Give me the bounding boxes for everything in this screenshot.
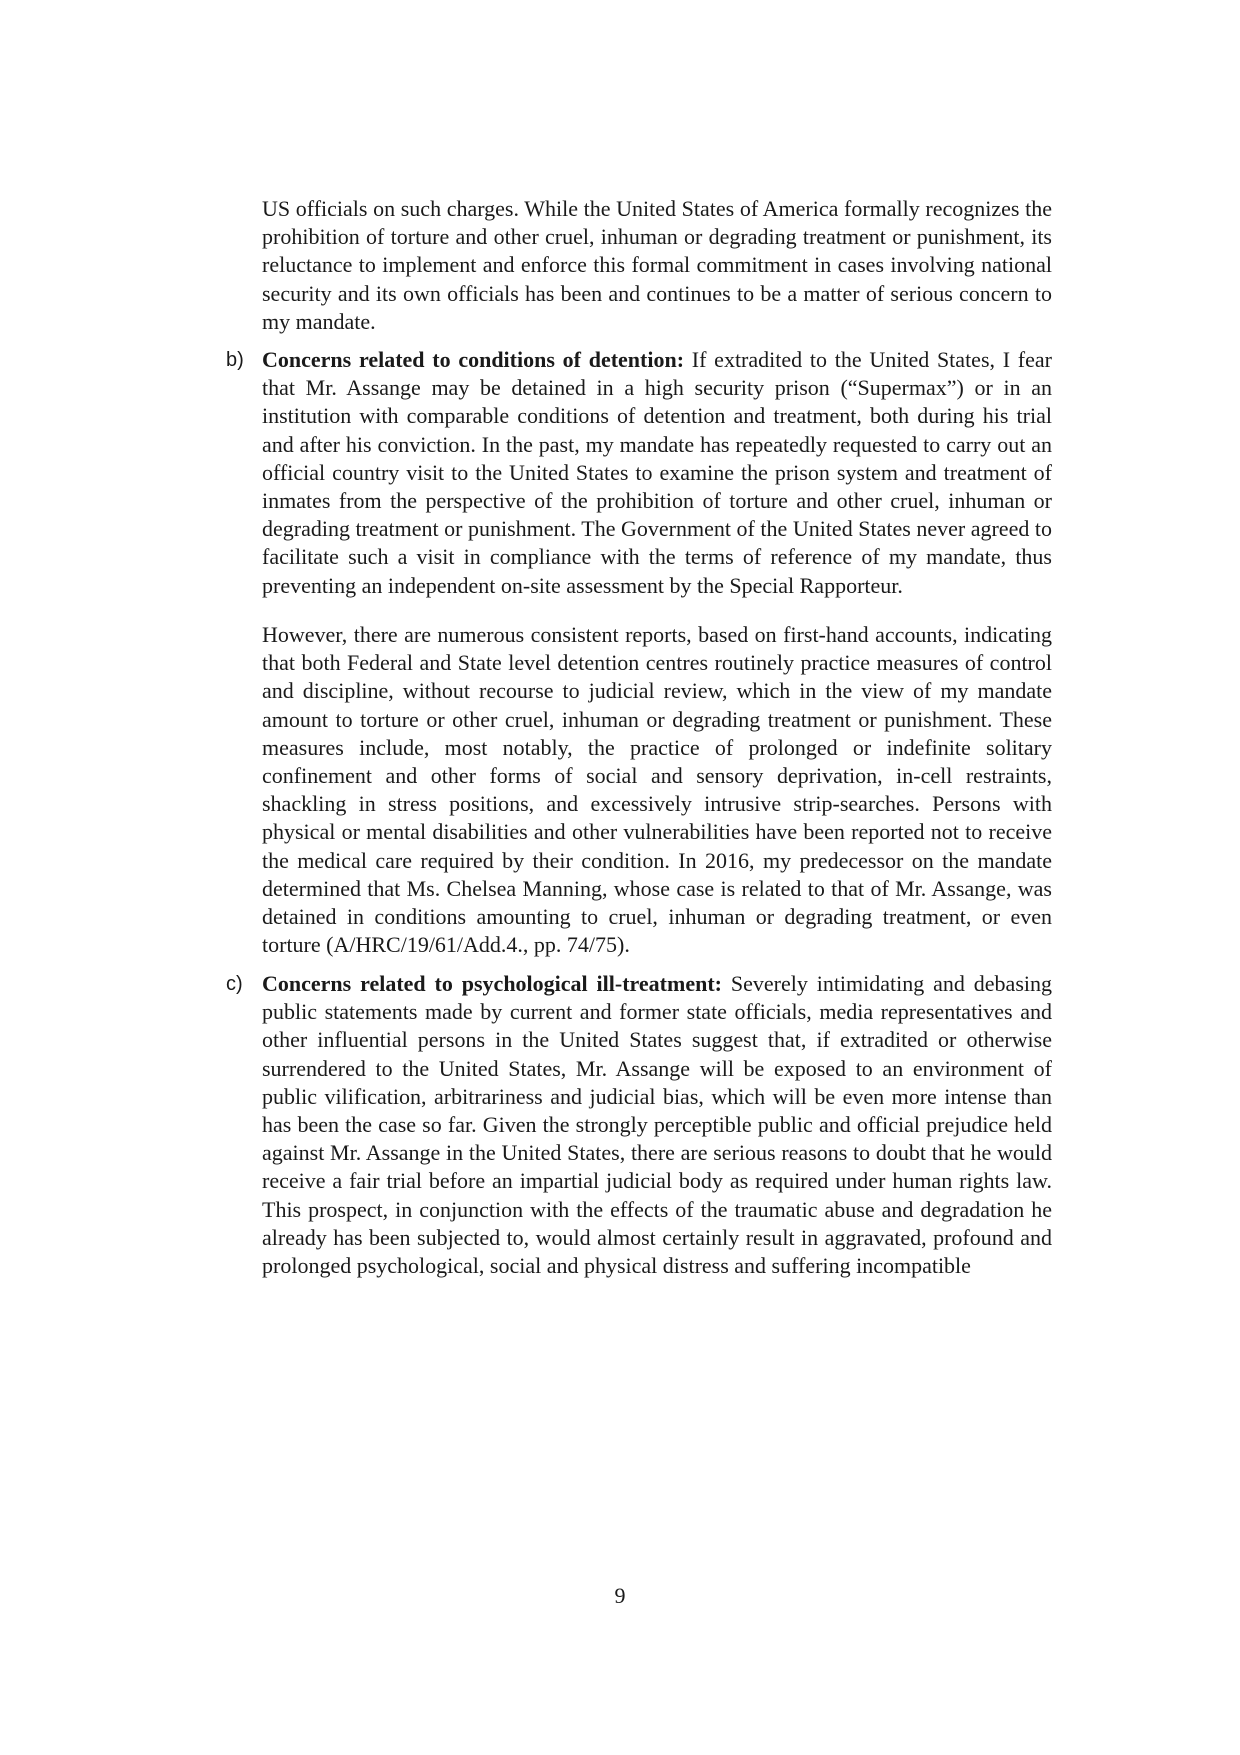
page-number: 9 (614, 1583, 626, 1608)
item-c-paragraph (262, 970, 1052, 1280)
item-b-heading: Concerns related to conditions of detention: (262, 347, 685, 372)
list-marker-c: c) (226, 973, 243, 995)
item-c-heading: Concerns related to psychological ill-treatment: (262, 971, 722, 996)
list-marker-b: b) (226, 349, 244, 371)
item-c-text: Severely intimidating and debasing public statements made by current and former state officials, media representatives and other influential persons in the United States suggest that, if extradited or otherwise surrendered to the United States, Mr. Assange will be exposed to an environment of public vilification, arbitrariness and judicial bias, which will be even more intense than has been the case so far. Given the strongly perceptible public and official prejudice held against Mr. Assange in the United States, there are serious reasons to doubt that he would receive a fair trial before an impartial judicial body as required under human rights law. This prospect, in conjunction with the effects of the traumatic abuse and degradation he already has been subjected to, would almost certainly result in aggravated, profound and prolonged psychological, social and physical distress and suffering incompatible (262, 971, 1052, 1279)
continuation-paragraph: US officials on such charges. While the United States of America formally recognizes the prohibition of torture and other cruel, inhuman or degrading treatment or punishment, its reluctance to implement and enforce this formal commitment in cases involving national security and its own officials has been and continues to be a matter of serious concern to my mandate. (262, 196, 1052, 334)
item-b-text: If extradited to the United States, I fear that Mr. Assange may be detained in a high security prison (“Supermax”) or in an institution with comparable conditions of detention and treatment, both during his trial and after his conviction. In the past, my mandate has repeatedly requested to carry out an official country visit to the United States to examine the prison system and treatment of inmates from the perspective of the prohibition of torture and other cruel, inhuman or degrading treatment or punishment. The Government of the United States never agreed to facilitate such a visit in compliance with the terms of reference of my mandate, thus preventing an independent on-site assessment by the Special Rapporteur. (262, 347, 1052, 598)
item-b-second-paragraph: However, there are numerous consistent reports, based on first-hand accounts, indicating that both Federal and State level detention centres routinely practice measures of control and discipline, without recourse to judicial review, which in the view of my mandate amount to torture or other cruel, inhuman or degrading treatment or punishment. These measures include, most notably, the practice of prolonged or indefinite solitary confinement and other forms of social and sensory deprivation, in-cell restraints, shackling in stress positions, and excessively intrusive strip-searches. Persons with physical or mental disabilities and other vulnerabilities have been reported not to receive the medical care required by their condition. In 2016, my predecessor on the mandate determined that Ms. Chelsea Manning, whose case is related to that of Mr. Assange, was detained in conditions amounting to cruel, inhuman or degrading treatment, or even torture (A/HRC/19/61/Add.4., pp. 74/75). (262, 622, 1052, 958)
item-b-paragraph (262, 346, 1052, 600)
